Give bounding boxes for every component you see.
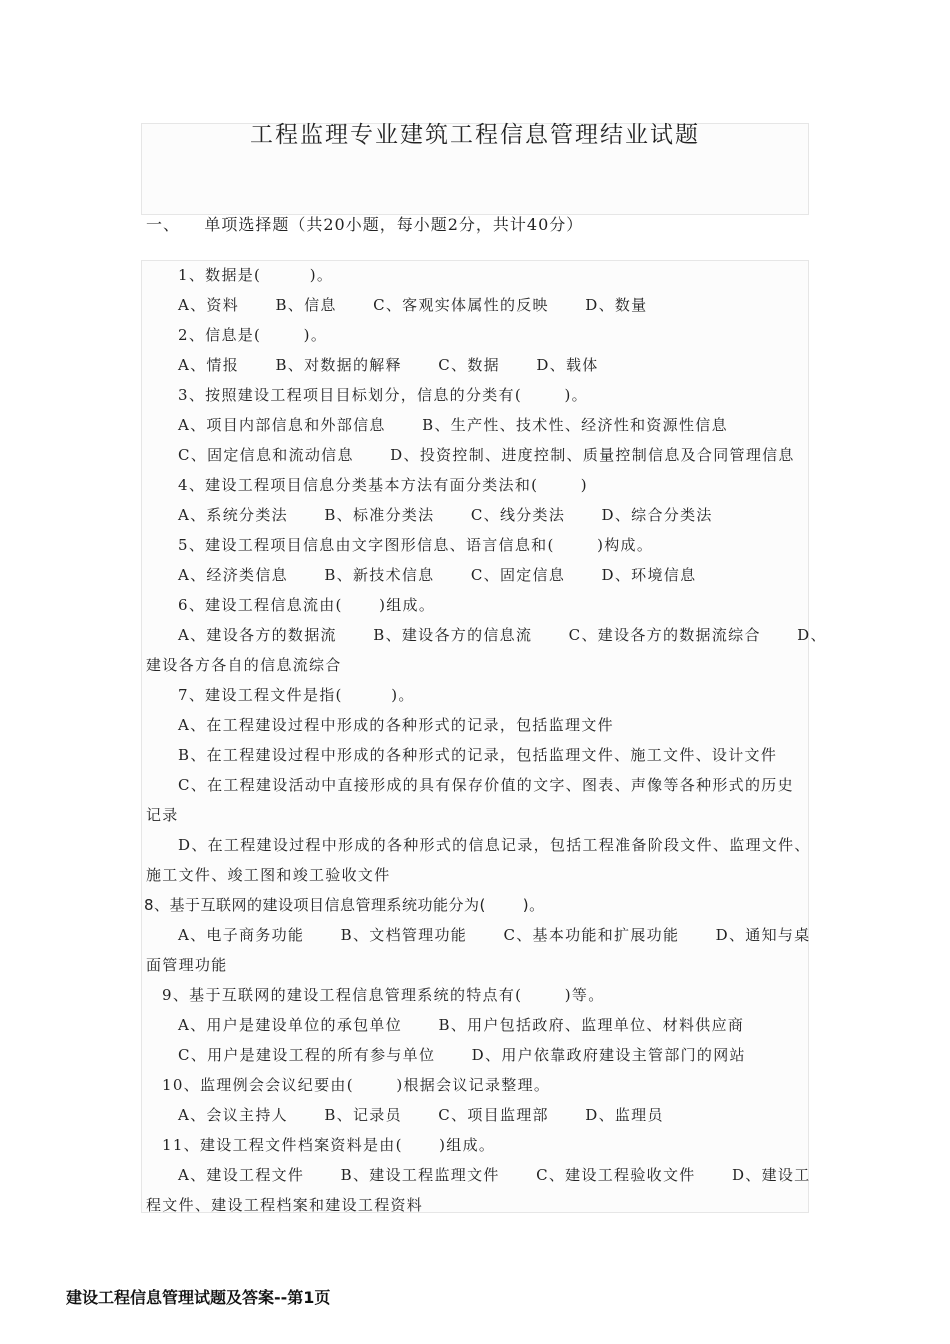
options-1: A、资料 B、信息 C、客观实体属性的反映 D、数量 (178, 296, 648, 314)
options-8: A、电子商务功能 B、文档管理功能 C、基本功能和扩展功能 D、通知与桌 (178, 926, 811, 944)
options-2: A、情报 B、对数据的解释 C、数据 D、载体 (178, 356, 599, 374)
section-heading: 一、 单项选择题（共20小题，每小题2分，共计40分） (146, 215, 584, 234)
question-box (141, 260, 827, 1214)
option-7d: D、在工程建设过程中形成的各种形式的信息记录，包括工程准备阶段文件、监理文件、 (178, 836, 811, 854)
question-3: 3、按照建设工程项目目标划分，信息的分类有( )。 (178, 386, 588, 404)
title-box (141, 123, 809, 215)
question-6: 6、建设工程信息流由( )组成。 (178, 596, 436, 614)
options-10: A、会议主持人 B、记录员 C、项目监理部 D、监理员 (178, 1106, 664, 1124)
option-7c: C、在工程建设活动中直接形成的具有保存价值的文字、图表、声像等各种形式的历史 (178, 776, 794, 794)
option-7a: A、在工程建设过程中形成的各种形式的记录，包括监理文件 (178, 716, 614, 734)
document-title: 工程监理专业建筑工程信息管理结业试题 (250, 122, 700, 148)
options-5: A、经济类信息 B、新技术信息 C、固定信息 D、环境信息 (178, 566, 697, 584)
options-8-cont: 面管理功能 (146, 956, 228, 974)
question-8: 8、基于互联网的建设项目信息管理系统功能分为( )。 (144, 896, 545, 914)
question-1: 1、数据是( )。 (178, 266, 334, 284)
options-6-cont: 建设各方各自的信息流综合 (146, 656, 342, 674)
options-11: A、建设工程文件 B、建设工程监理文件 C、建设工程验收文件 D、建设工 (178, 1166, 811, 1184)
page-footer: 建设工程信息管理试题及答案--第1页 (66, 1288, 331, 1307)
question-10: 10、监理例会会议纪要由( )根据会议记录整理。 (162, 1076, 551, 1094)
question-7: 7、建设工程文件是指( )。 (178, 686, 415, 704)
options-4: A、系统分类法 B、标准分类法 C、线分类法 D、综合分类法 (178, 506, 713, 524)
options-9-cd: C、用户是建设工程的所有参与单位 D、用户依靠政府建设主管部门的网站 (178, 1046, 746, 1064)
question-9: 9、基于互联网的建设工程信息管理系统的特点有( )等。 (162, 986, 605, 1004)
option-7b: B、在工程建设过程中形成的各种形式的记录，包括监理文件、施工文件、设计文件 (178, 746, 778, 764)
options-9-ab: A、用户是建设单位的承包单位 B、用户包括政府、监理单位、材料供应商 (178, 1016, 745, 1034)
option-7c-cont: 记录 (146, 806, 179, 824)
options-3-ab: A、项目内部信息和外部信息 B、生产性、技术性、经济性和资源性信息 (178, 416, 728, 434)
question-5: 5、建设工程项目信息由文字图形信息、语言信息和( )构成。 (178, 536, 654, 554)
options-3-cd: C、固定信息和流动信息 D、投资控制、进度控制、质量控制信息及合同管理信息 (178, 446, 795, 464)
option-7d-cont: 施工文件、竣工图和竣工验收文件 (146, 866, 391, 884)
options-11-cont: 程文件、建设工程档案和建设工程资料 (146, 1196, 424, 1214)
options-6: A、建设各方的数据流 B、建设各方的信息流 C、建设各方的数据流综合 D、 (178, 626, 827, 644)
question-11: 11、建设工程文件档案资料是由( )组成。 (162, 1136, 496, 1154)
question-4: 4、建设工程项目信息分类基本方法有面分类法和( ) (178, 476, 588, 494)
question-2: 2、信息是( )。 (178, 326, 328, 344)
